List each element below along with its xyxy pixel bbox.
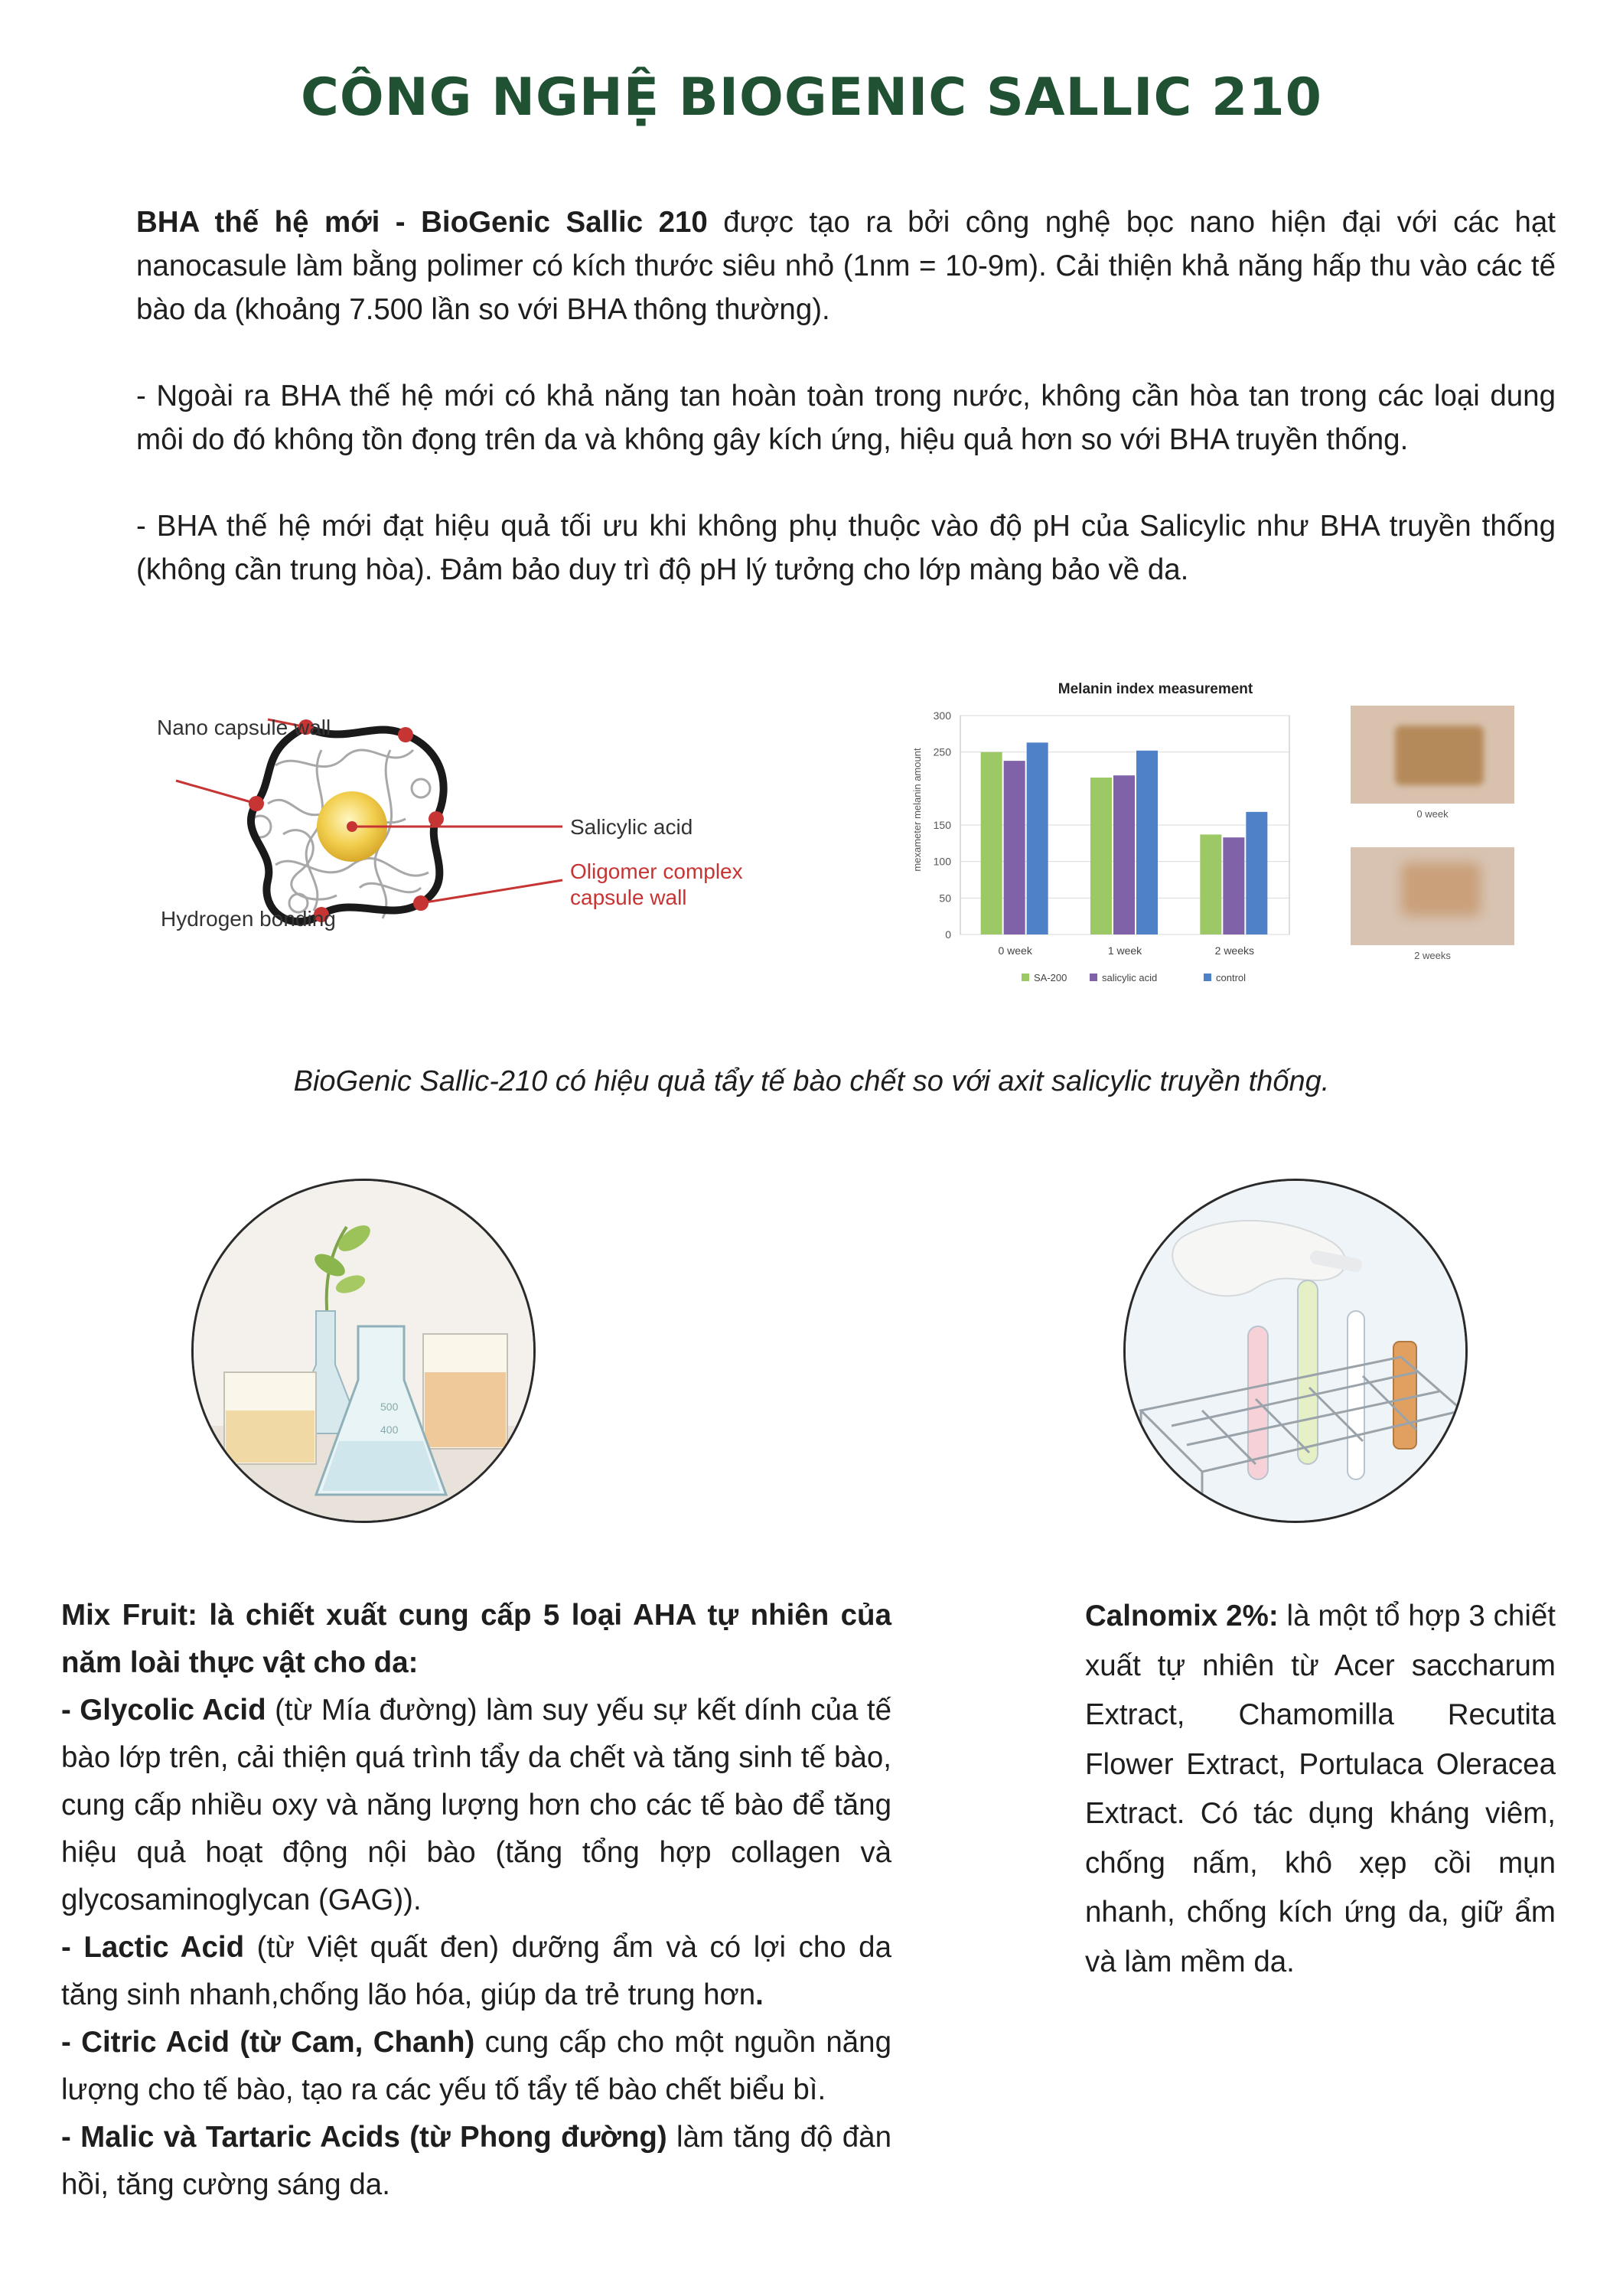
chart-xtick-label: 2 weeks bbox=[1214, 944, 1255, 957]
chart-bar bbox=[1246, 812, 1267, 934]
chart-legend-label: salicylic acid bbox=[1102, 972, 1158, 983]
skin-photo-panel bbox=[1351, 706, 1514, 961]
chart-xtick-label: 1 week bbox=[1107, 944, 1142, 957]
nano-capsule-diagram bbox=[145, 704, 788, 957]
glycolic-text: (từ Mía đường) làm suy yếu sự kết dính của tế bào lớp trên, cải thiện quá trình tẩy da chết và tăng sinh tế bào, cung cấp nhiều oxy và năng lượng hơn cho các tế bào để tăng hiệu quả hoạt động nội bào (tăng tổng hợp collagen và glycosaminoglycan (GAG)). bbox=[61, 1694, 891, 1916]
intro-paragraph-2: - Ngoài ra BHA thế hệ mới có khả năng tan hoàn toàn trong nước, không cần hòa tan trong các loại dung môi do đó không tồn đọng trên da và không gây kích ứng, hiệu quả hơn so với BHA truyền thống. bbox=[136, 380, 1556, 456]
lactic-end: . bbox=[755, 1978, 764, 2011]
intro-bold-lead: BHA thế hệ mới - BioGenic Sallic 210 bbox=[136, 206, 708, 239]
chart-bar bbox=[1136, 751, 1158, 934]
intro-section bbox=[136, 201, 1556, 634]
citric-label: - Citric Acid (từ Cam, Chanh) bbox=[61, 2026, 475, 2059]
intro-p1-text: được tạo ra bởi công nghệ bọc nano hiện đại với các hạt nanocasule làm bằng polimer có kích thước siêu nhỏ (1nm = 10-9m). Cải thiện khả năng hấp thu vào các tế bào da (khoảng 7.500 lần so với BHA thông thường). bbox=[136, 206, 1556, 326]
glycolic-paragraph bbox=[61, 1687, 891, 1924]
chart-ytick-label: 150 bbox=[933, 819, 951, 831]
calnomix-label: Calnomix 2%: bbox=[1085, 1600, 1279, 1632]
glassware-photo bbox=[191, 1179, 536, 1523]
calnomix-paragraph bbox=[1085, 1592, 1556, 1987]
svg-text:500: 500 bbox=[380, 1401, 399, 1413]
mix-fruit-section bbox=[61, 1592, 891, 2209]
chart-bar bbox=[981, 752, 1002, 934]
malic-paragraph bbox=[61, 2114, 891, 2209]
mix-fruit-heading bbox=[61, 1592, 891, 1687]
chart-bar bbox=[1090, 778, 1112, 934]
mix-fruit-heading-text: Mix Fruit: là chiết xuất cung cấp 5 loại AHA tự nhiên của năm loài thực vật cho da: bbox=[61, 1599, 891, 1679]
chart-ytick-label: 100 bbox=[933, 855, 951, 868]
chart-ytick-label: 0 bbox=[945, 928, 951, 941]
skin-label-0-week: 0 week bbox=[1416, 808, 1449, 820]
chart-bar bbox=[1004, 761, 1025, 934]
intro-paragraph-3: - BHA thế hệ mới đạt hiệu quả tối ưu khi không phụ thuộc vào độ pH của Salicylic như BHA truyền thống (không cần trung hòa). Đảm bảo duy trì độ pH lý tưởng cho lớp màng bảo về da. bbox=[136, 510, 1556, 586]
chart-bar bbox=[1200, 834, 1221, 934]
calnomix-section bbox=[1085, 1592, 1556, 1987]
melanin-chart bbox=[907, 673, 1312, 995]
test-tube-photo bbox=[1123, 1179, 1468, 1523]
label-nano-capsule-wall: Nano capsule wall bbox=[157, 716, 331, 739]
calnomix-text: là một tổ hợp 3 chiết xuất tự nhiên từ Acer saccharum Extract, Chamomilla Recutita Flower Extract, Portulaca Oleracea Extract. Có tác dụng kháng viêm, chống nấm, khô xẹp cồi mụn nhanh, chống kích ứng da, giữ ẩm và làm mềm da. bbox=[1085, 1600, 1556, 1978]
chart-legend-swatch bbox=[1090, 974, 1097, 981]
intro-paragraph-1 bbox=[136, 201, 1556, 331]
chart-ytick-label: 300 bbox=[933, 709, 951, 722]
page-title: CÔNG NGHỆ BIOGENIC SALLIC 210 bbox=[301, 67, 1322, 128]
chart-bar bbox=[1027, 742, 1048, 934]
chart-ylabel: mexameter melanin amount bbox=[911, 748, 923, 872]
skin-photo-0-week bbox=[1351, 706, 1514, 804]
skin-photo-2-weeks bbox=[1351, 847, 1514, 945]
citric-paragraph bbox=[61, 2019, 891, 2114]
chart-bar bbox=[1223, 837, 1244, 934]
svg-text:400: 400 bbox=[380, 1424, 399, 1436]
chart-legend-label: control bbox=[1216, 972, 1247, 983]
chart-ytick-label: 50 bbox=[939, 892, 951, 905]
figure-caption: BioGenic Sallic-210 có hiệu quả tẩy tế bào chết so với axit salicylic truyền thống. bbox=[293, 1065, 1330, 1097]
skin-label-2-weeks: 2 weeks bbox=[1414, 950, 1451, 961]
lactic-paragraph bbox=[61, 1924, 891, 2019]
chart-ytick-label: 250 bbox=[933, 745, 951, 758]
chart-xtick-label: 0 week bbox=[998, 944, 1032, 957]
label-hydrogen-bonding: Hydrogen bonding bbox=[161, 907, 336, 931]
chart-title: Melanin index measurement bbox=[1058, 681, 1253, 697]
lactic-label: - Lactic Acid bbox=[61, 1931, 245, 1964]
chart-legend-swatch bbox=[1204, 974, 1211, 981]
label-oligomer-1: Oligomer complex bbox=[570, 859, 743, 883]
malic-text: làm tăng độ đàn hồi, tăng cường sáng da. bbox=[61, 2121, 891, 2201]
label-salicylic-acid: Salicylic acid bbox=[570, 815, 693, 839]
citric-text: cung cấp cho một nguồn năng lượng cho tế bào, tạo ra các yếu tố tẩy tế bào chết biểu bì. bbox=[61, 2026, 892, 2106]
chart-legend-label: SA-200 bbox=[1034, 972, 1067, 983]
chart-bar bbox=[1113, 775, 1135, 934]
malic-label: - Malic và Tartaric Acids (từ Phong đường) bbox=[61, 2121, 667, 2154]
lactic-text: (từ Việt quất đen) dưỡng ẩm và có lợi cho da tăng sinh nhanh,chống lão hóa, giúp da trẻ trung hơn bbox=[61, 1931, 891, 2011]
chart-legend-swatch bbox=[1022, 974, 1029, 981]
label-oligomer-2: capsule wall bbox=[570, 885, 687, 909]
glycolic-label: - Glycolic Acid bbox=[61, 1694, 266, 1727]
